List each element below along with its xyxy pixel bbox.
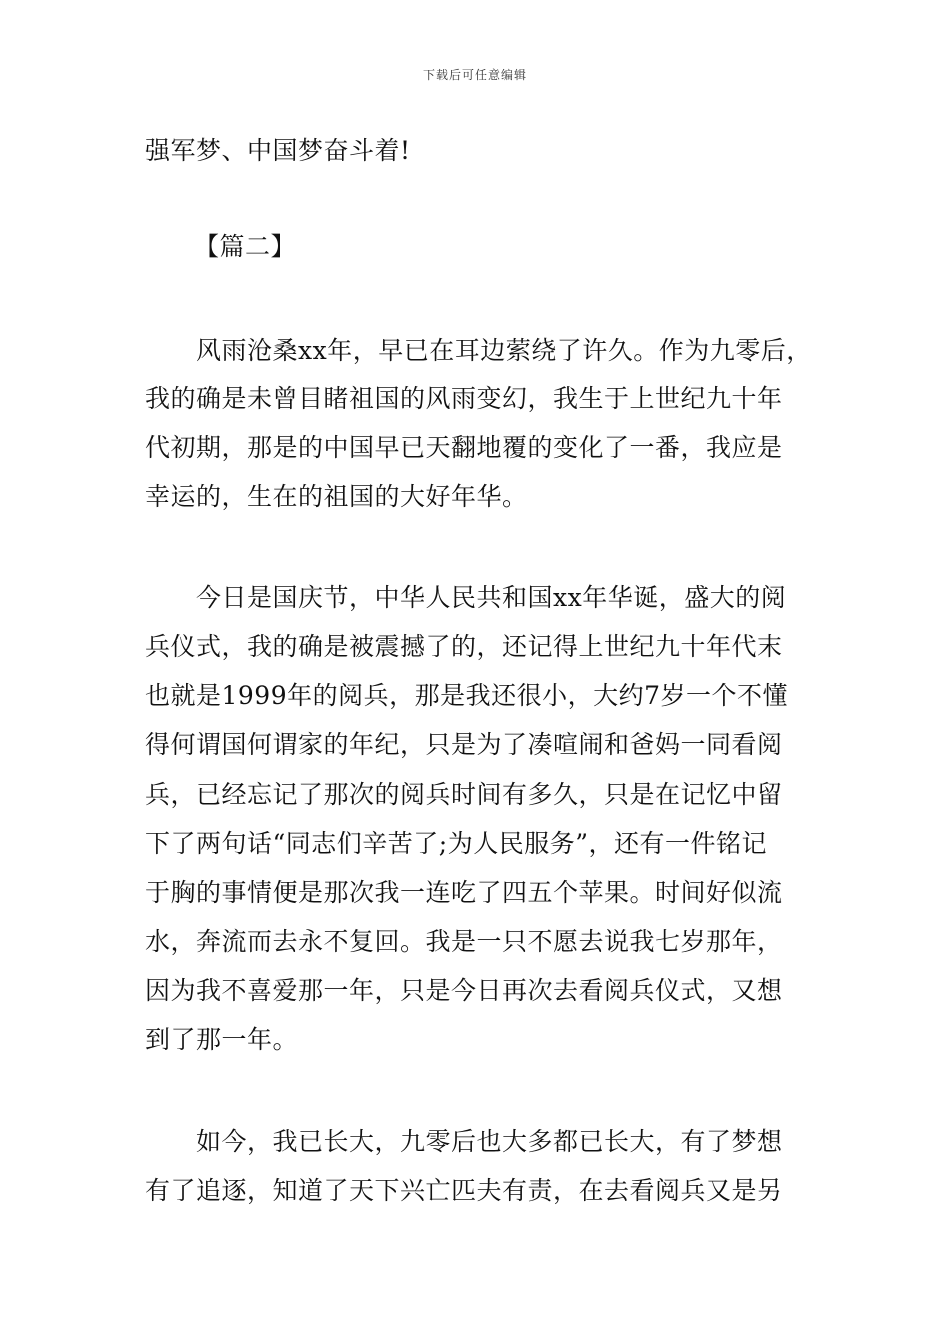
- paragraph-line: 到了那一年。: [145, 1025, 299, 1054]
- paragraph-line: 今日是国庆节，中华人民共和国xx年华诞，盛大的阅: [196, 583, 787, 612]
- section-heading: 【篇二】: [194, 232, 297, 261]
- paragraph-line: 也就是1999年的阅兵，那是我还很小，大约7岁一个不懂: [145, 681, 789, 710]
- paragraph-line: 于胸的事情便是那次我一连吃了四五个苹果。时间好似流: [145, 878, 783, 907]
- paragraph-line: 如今，我已长大，九零后也大多都已长大，有了梦想: [196, 1127, 783, 1156]
- paragraph-line: 下了两句话“同志们辛苦了;为人民服务”，还有一件铭记: [145, 829, 767, 858]
- paragraph-line: 水，奔流而去永不复回。我是一只不愿去说我七岁那年，: [145, 927, 783, 956]
- paragraph-line: 风雨沧桑xx年，早已在耳边萦绕了许久。作为九零后，: [196, 336, 812, 365]
- paragraph-line: 幸运的，生在的祖国的大好年华。: [145, 482, 528, 511]
- paragraph-line: 强军梦、中国梦奋斗着!: [145, 136, 411, 165]
- paragraph-line: 兵，已经忘记了那次的阅兵时间有多久，只是在记忆中留: [145, 780, 783, 809]
- paragraph-line: 有了追逐，知道了天下兴亡匹夫有责，在去看阅兵又是另: [145, 1176, 783, 1205]
- page-header-note: 下载后可任意编辑: [422, 68, 527, 82]
- paragraph-line: 我的确是未曾目睹祖国的风雨变幻，我生于上世纪九十年: [145, 384, 783, 413]
- paragraph-line: 因为我不喜爱那一年，只是今日再次去看阅兵仪式，又想: [145, 976, 783, 1005]
- paragraph-line: 兵仪式，我的确是被震撼了的，还记得上世纪九十年代末: [145, 632, 783, 661]
- paragraph-line: 得何谓国何谓家的年纪，只是为了凑喧闹和爸妈一同看阅: [145, 730, 783, 759]
- paragraph-line: 代初期，那是的中国早已天翻地覆的变化了一番，我应是: [145, 433, 783, 462]
